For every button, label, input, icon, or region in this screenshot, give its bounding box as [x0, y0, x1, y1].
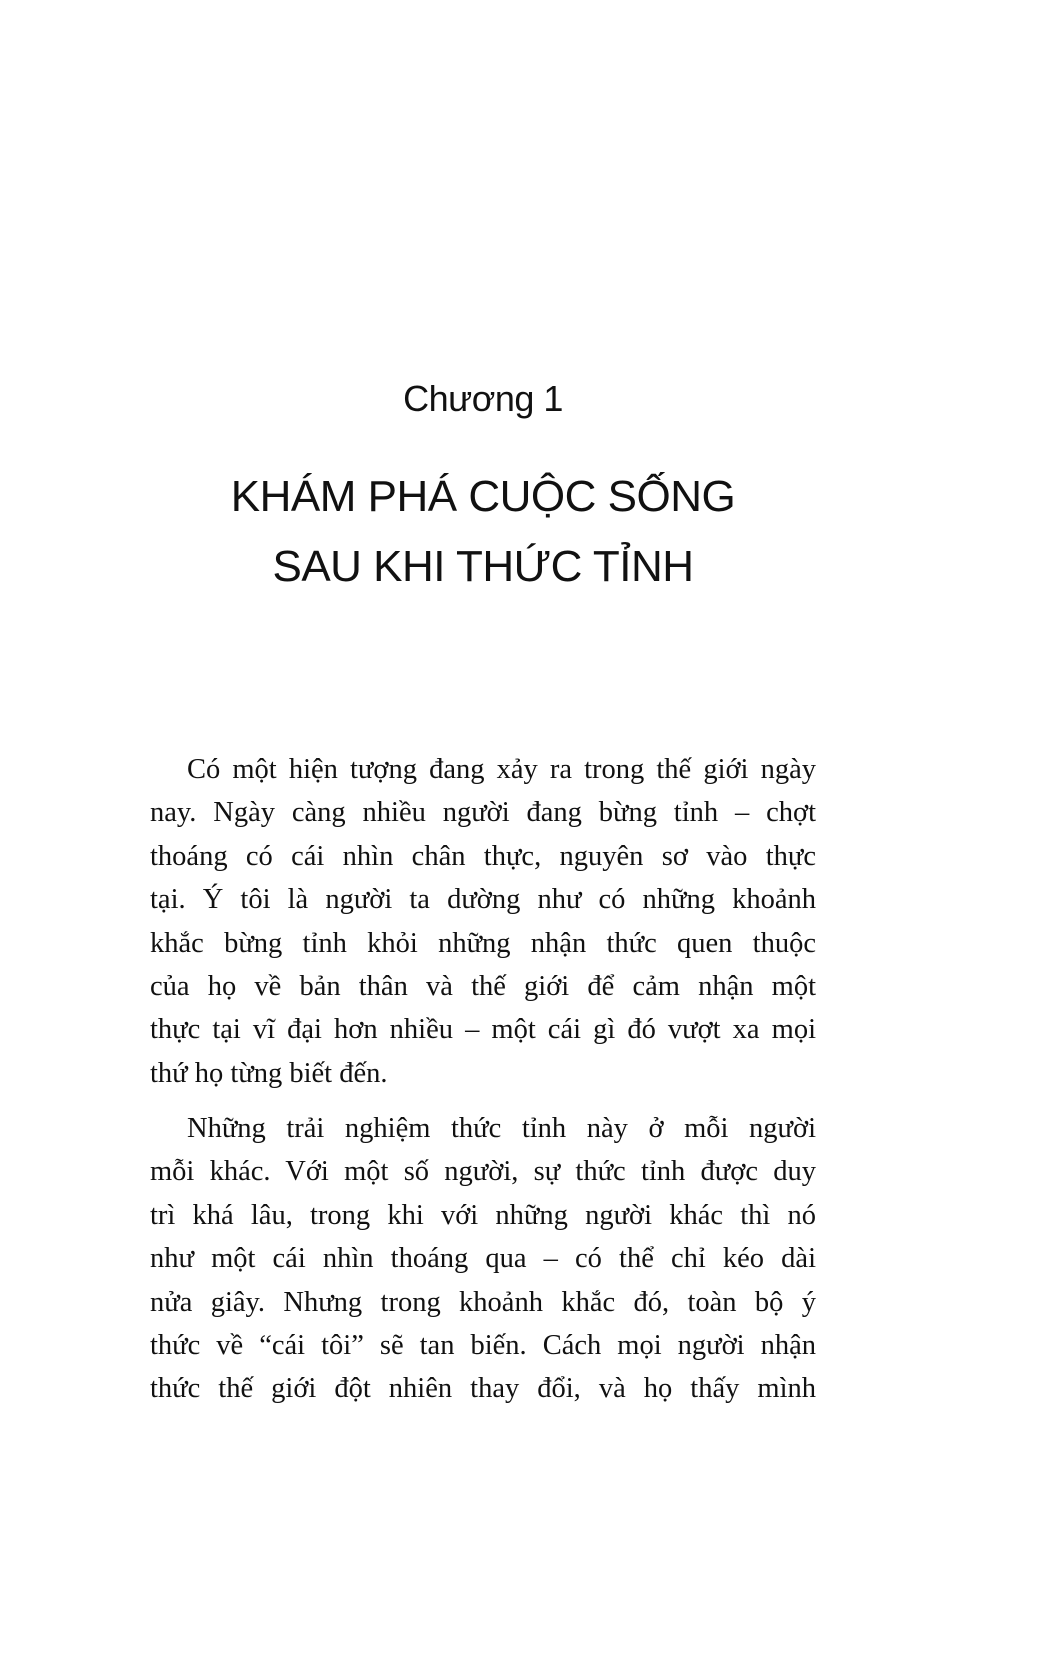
text-line: nay. Ngày càng nhiều người đang bừng tỉnh – chợt	[150, 797, 816, 829]
text-line: mỗi khác. Với một số người, sự thức tỉnh được duy	[150, 1156, 816, 1188]
text-line: Những trải nghiệm thức tỉnh này ở mỗi người	[187, 1113, 816, 1144]
text-line: tại. Ý tôi là người ta dường như có những khoảnh	[150, 884, 816, 916]
text-line: nửa giây. Nhưng trong khoảnh khắc đó, toàn bộ ý	[150, 1286, 816, 1318]
chapter-title-line-1: KHÁM PHÁ CUỘC SỐNG	[230, 472, 736, 521]
text-line: thứ họ từng biết đến.	[150, 1057, 388, 1089]
text-line: Có một hiện tượng đang xảy ra trong thế giới ngày	[187, 754, 816, 785]
text-line: thức về “cái tôi” sẽ tan biến. Cách mọi người nhận	[150, 1329, 816, 1361]
chapter-number: Chương 1	[403, 378, 563, 419]
text-line: thoáng có cái nhìn chân thực, nguyên sơ vào thực	[150, 840, 816, 872]
text-line: như một cái nhìn thoáng qua – có thể chỉ kéo dài	[150, 1243, 816, 1275]
text-line: trì khá lâu, trong khi với những người khác thì nó	[150, 1199, 816, 1231]
chapter-title-line-2: SAU KHI THỨC TỈNH	[272, 542, 694, 591]
paragraph-1	[150, 748, 816, 1095]
paragraph-2	[150, 1107, 816, 1411]
text-line: thực tại vĩ đại hơn nhiều – một cái gì đó vượt xa mọi	[150, 1014, 816, 1046]
text-line: khắc bừng tỉnh khỏi những nhận thức quen thuộc	[150, 927, 816, 959]
text-line: của họ về bản thân và thế giới để cảm nhận một	[150, 970, 816, 1002]
text-line: thức thế giới đột nhiên thay đổi, và họ thấy mình	[150, 1373, 816, 1405]
